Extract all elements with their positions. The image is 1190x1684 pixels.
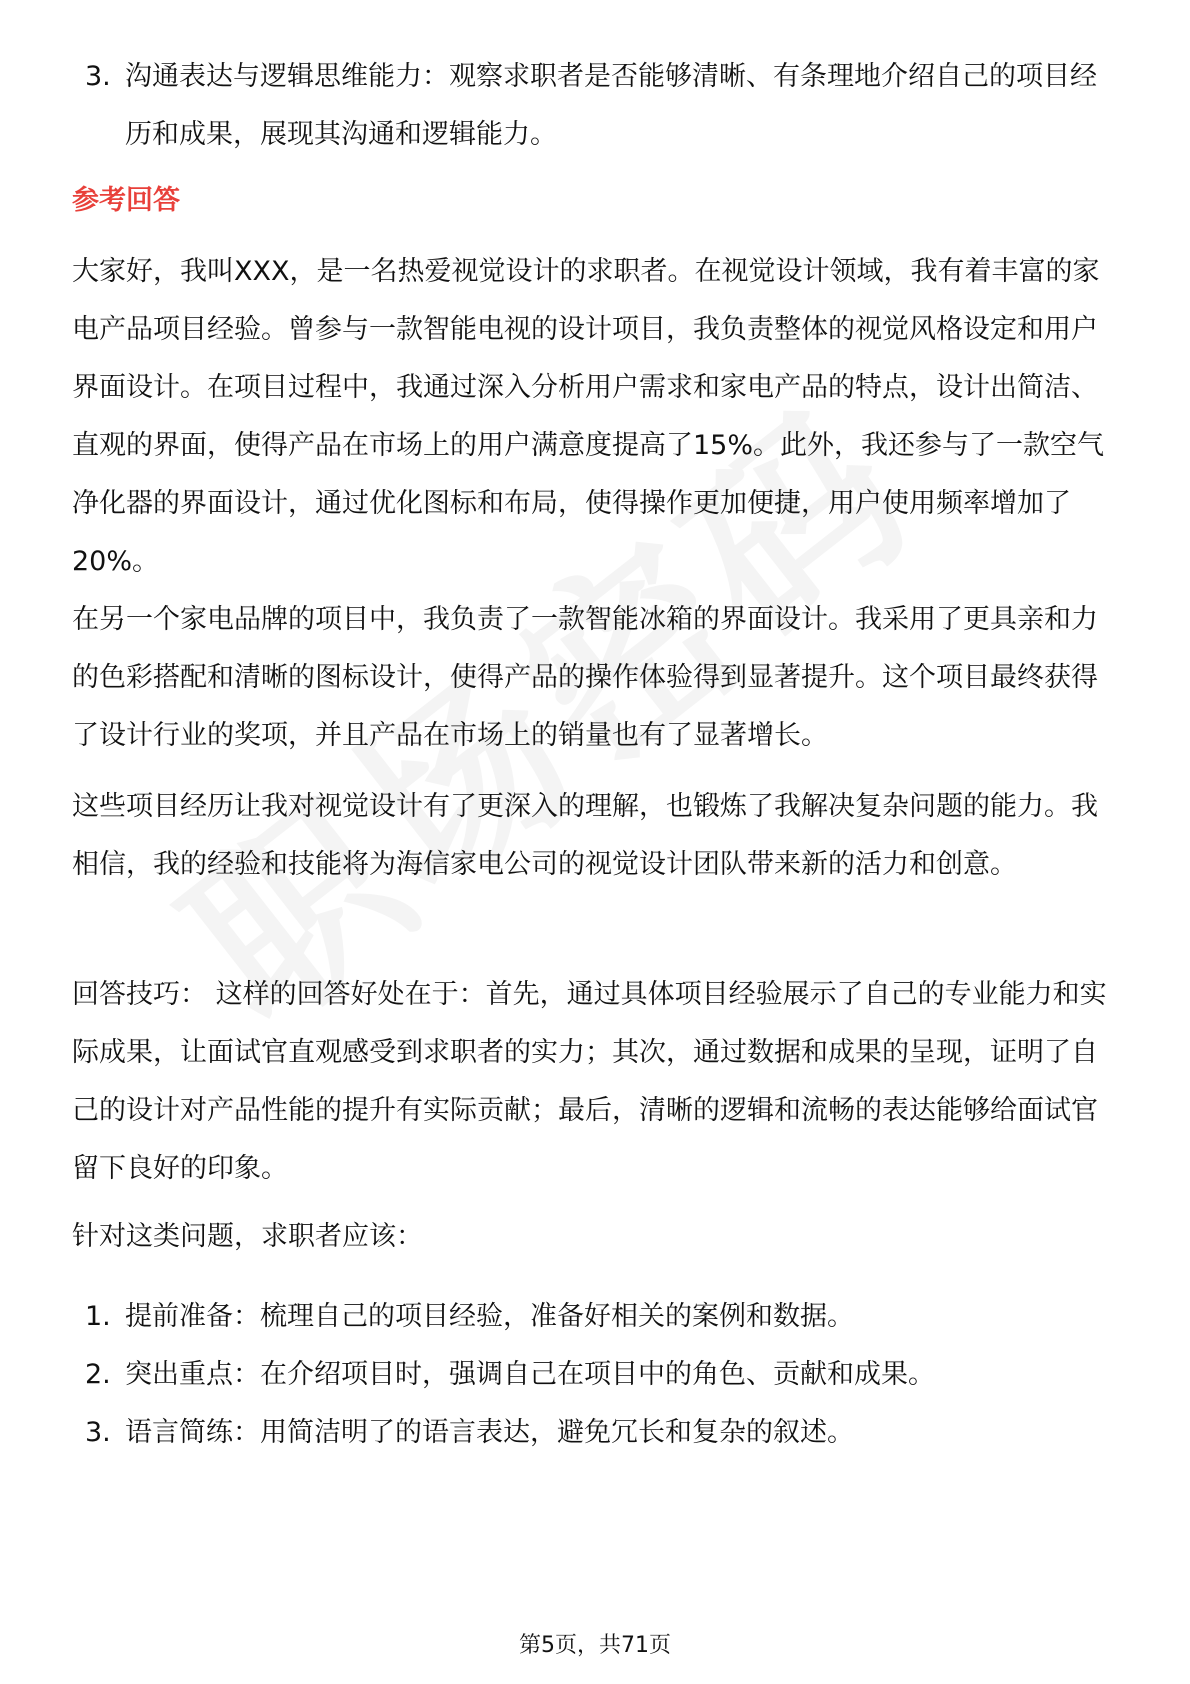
page-number-footer: 第5页，共71页 [519, 1633, 671, 1658]
list-item-number: 3. [85, 1417, 111, 1448]
advice-list [72, 1288, 1122, 1462]
list-item [72, 1288, 1122, 1346]
list-item [72, 1404, 1122, 1462]
paragraph [72, 1208, 1122, 1266]
paragraph-text: 回答技巧： 这样的回答好处在于：首先，通过具体项目经验展示了自己的专业能力和实际成果，让面试官直观感受到求职者的实力；其次，通过数据和成果的呈现，证明了自己的设计对产品性能的提升有实际贡献；最后，清晰的逻辑和流畅的表达能够给面试官留下良好的印象。 [72, 979, 1107, 1184]
list-item-number: 1. [85, 1301, 111, 1332]
list-item-text: 提前准备：梳理自己的项目经验，准备好相关的案例和数据。 [125, 1301, 854, 1332]
section-heading: 参考回答 [72, 185, 180, 216]
list-item-number: 2. [85, 1359, 111, 1390]
paragraph [72, 591, 1122, 765]
paragraph [72, 243, 1122, 591]
criteria-list [72, 48, 1122, 164]
list-item [72, 48, 1122, 164]
paragraph-text: 在另一个家电品牌的项目中，我负责了一款智能冰箱的界面设计。我采用了更具亲和力的色彩搭配和清晰的图标设计，使得产品的操作体验得到显著提升。这个项目最终获得了设计行业的奖项，并且产品在市场上的销量也有了显著增长。 [72, 604, 1098, 751]
list-item-text: 语言简练：用简洁明了的语言表达，避免冗长和复杂的叙述。 [125, 1417, 854, 1448]
paragraph-text: 大家好，我叫XXX，是一名热爱视觉设计的求职者。在视觉设计领域，我有着丰富的家电产品项目经验。曾参与一款智能电视的设计项目，我负责整体的视觉风格设定和用户界面设计。在项目过程中，我通过深入分析用户需求和家电产品的特点，设计出简洁、直观的界面，使得产品在市场上的用户满意度提高了15%。此外，我还参与了一款空气净化器的界面设计，通过优化图标和布局，使得操作更加便捷，用户使用频率增加了20%。 [72, 256, 1105, 577]
paragraph [72, 778, 1122, 894]
list-item [72, 1346, 1122, 1404]
list-item-text: 突出重点：在介绍项目时，强调自己在项目中的角色、贡献和成果。 [125, 1359, 935, 1390]
paragraph-text: 这些项目经历让我对视觉设计有了更深入的理解，也锻炼了我解决复杂问题的能力。我相信，我的经验和技能将为海信家电公司的视觉设计团队带来新的活力和创意。 [72, 791, 1098, 880]
list-item-number: 3. [85, 61, 111, 92]
paragraph-text: 针对这类问题，求职者应该： [72, 1221, 423, 1252]
answer-tips-paragraph [72, 966, 1122, 1198]
list-item-text: 沟通表达与逻辑思维能力：观察求职者是否能够清晰、有条理地介绍自己的项目经历和成果，展现其沟通和逻辑能力。 [125, 61, 1097, 150]
